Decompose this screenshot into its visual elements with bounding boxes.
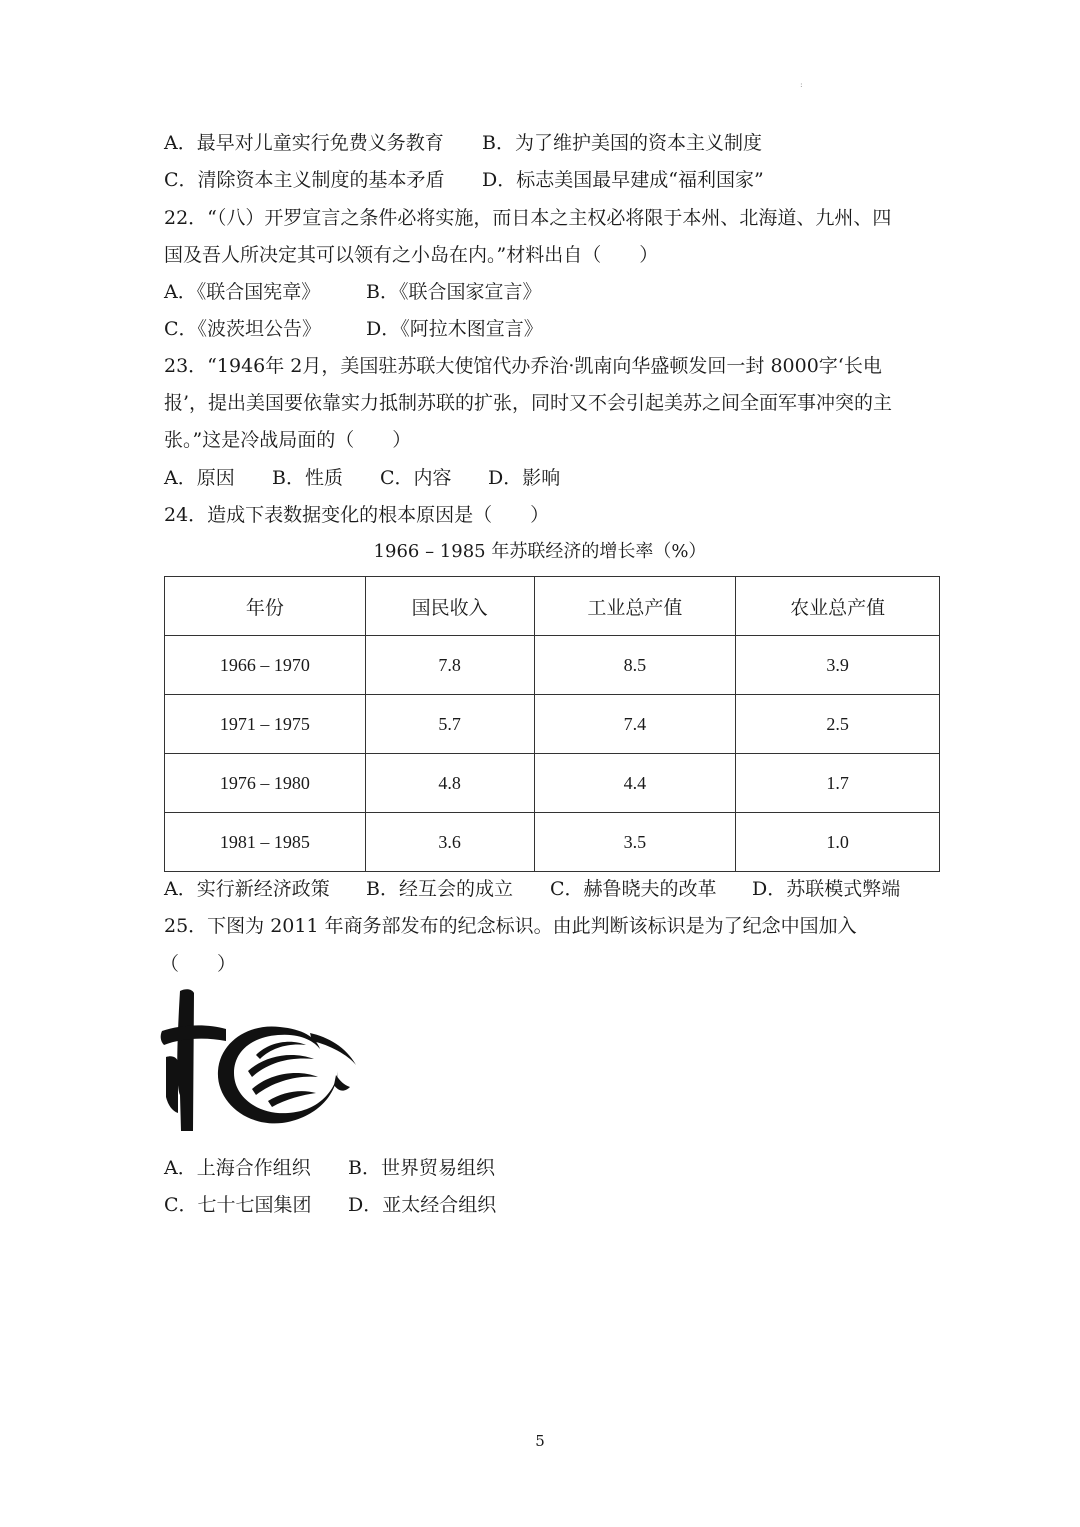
- q24-option-a[interactable]: A．实行新经济政策: [164, 878, 330, 900]
- table-row: [165, 754, 940, 813]
- q23-option-c[interactable]: C．内容: [380, 467, 452, 489]
- q23-stem-line1: 23．“1946年 2月，美国驻苏联大使馆代办乔治·凯南向华盛顿发回一封 8000字‘长电: [164, 355, 882, 377]
- q24-option-c[interactable]: C．赫鲁晓夫的改革: [550, 878, 717, 900]
- table-row: [165, 636, 940, 695]
- q22-option-b[interactable]: B．《联合国家宣言》: [366, 281, 542, 303]
- table-cell: 4.8: [365, 754, 534, 813]
- growth-rate-table: [164, 576, 940, 872]
- table-header-row: [165, 577, 940, 636]
- corner-mark: :: [800, 80, 803, 89]
- table-cell: 1966 – 1970: [165, 636, 366, 695]
- table-cell: 1981 – 1985: [165, 813, 366, 872]
- q25-stem-line2: （ ）: [160, 953, 237, 975]
- q24-option-b[interactable]: B．经互会的成立: [366, 878, 513, 900]
- table-cell: 1971 – 1975: [165, 695, 366, 754]
- q21-option-b[interactable]: B．为了维护美国的资本主义制度: [482, 132, 762, 154]
- table-cell: 4.4: [534, 754, 736, 813]
- q21-option-a[interactable]: A．最早对儿童实行免费义务教育: [164, 132, 444, 154]
- table-cell: 3.9: [736, 636, 940, 695]
- table-cell: 7.8: [365, 636, 534, 695]
- q25-option-c[interactable]: C．七十七国集团: [164, 1194, 312, 1216]
- table-cell: 3.5: [534, 813, 736, 872]
- q22-option-a[interactable]: A．《联合国宪章》: [164, 281, 321, 303]
- table-cell: 7.4: [534, 695, 736, 754]
- table-cell: 1.0: [736, 813, 940, 872]
- q23-option-a[interactable]: A．原因: [164, 467, 235, 489]
- q22-option-d[interactable]: D．《阿拉木图宣言》: [366, 318, 543, 340]
- table-cell: 1976 – 1980: [165, 754, 366, 813]
- q25-option-a[interactable]: A．上海合作组织: [164, 1157, 311, 1179]
- q25-option-d[interactable]: D．亚太经合组织: [348, 1194, 497, 1216]
- page-number: 5: [535, 1432, 545, 1450]
- q24-stem: 24．造成下表数据变化的根本原因是（ ）: [164, 504, 550, 526]
- q21-option-c[interactable]: C．清除资本主义制度的基本矛盾: [164, 169, 445, 191]
- table-cell: 3.6: [365, 813, 534, 872]
- q23-stem-line3: 张。”这是冷战局面的（ ）: [164, 429, 412, 451]
- table-row: [165, 813, 940, 872]
- header-agricultural-output: 农业总产值: [736, 577, 940, 636]
- header-year: 年份: [165, 577, 366, 636]
- q22-option-c[interactable]: C．《波茨坦公告》: [164, 318, 322, 340]
- table-title: 1966 – 1985 年苏联经济的增长率（%）: [373, 541, 707, 562]
- q25-option-b[interactable]: B．世界贸易组织: [348, 1157, 495, 1179]
- table-cell: 5.7: [365, 695, 534, 754]
- q24-option-d[interactable]: D．苏联模式弊端: [752, 878, 901, 900]
- table-cell: 2.5: [736, 695, 940, 754]
- q21-option-d[interactable]: D．标志美国最早建成“福利国家”: [482, 169, 764, 191]
- q23-stem-line2: 报’，提出美国要依靠实力抵制苏联的扩张，同时又不会引起美苏之间全面军事冲突的主: [164, 392, 893, 414]
- q22-stem-line2: 国及吾人所决定其可以领有之小岛在内。”材料出自（ ）: [164, 244, 659, 266]
- q25-stem-line1: 25．下图为 2011 年商务部发布的纪念标识。由此判断该标识是为了纪念中国加入: [164, 915, 857, 937]
- header-national-income: 国民收入: [365, 577, 534, 636]
- table-cell: 8.5: [534, 636, 736, 695]
- table-cell: 1.7: [736, 754, 940, 813]
- q23-option-b[interactable]: B．性质: [272, 467, 343, 489]
- header-industrial-output: 工业总产值: [534, 577, 736, 636]
- wto-10th-anniversary-logo-icon: [160, 985, 360, 1135]
- table-row: [165, 695, 940, 754]
- q22-stem-line1: 22．“（八）开罗宣言之条件必将实施，而日本之主权必将限于本州、北海道、九州、四: [164, 207, 892, 229]
- q23-option-d[interactable]: D．影响: [488, 467, 561, 489]
